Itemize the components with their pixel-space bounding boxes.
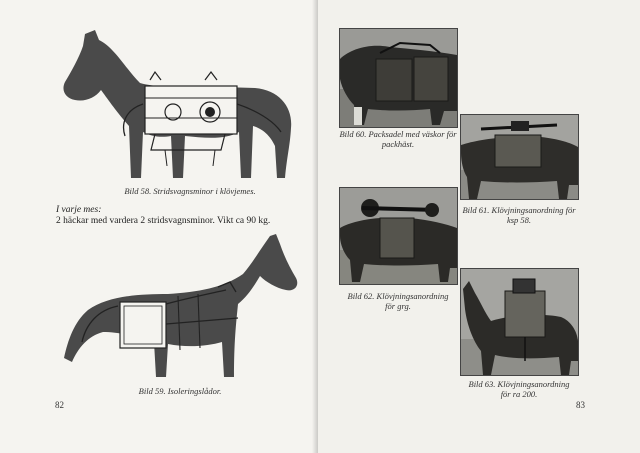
page-number-right: 83 (576, 400, 585, 410)
caption-bild-60-line1: Bild 60. Packsadel med väskor för (339, 129, 457, 139)
caption-bild-60-line2: packhäst. (381, 139, 415, 149)
caption-bild-59: Bild 59. Isoleringslådor. (138, 386, 222, 396)
right-page (318, 0, 640, 453)
photo-bild-62 (339, 187, 458, 285)
photo-bild-63 (460, 268, 579, 376)
photo-bild-61 (460, 114, 579, 200)
caption-bild-58: Bild 58. Stridsvagnsminor i klövjemes. (124, 186, 256, 196)
caption-bild-61-line2: ksp 58. (506, 215, 532, 225)
left-page (0, 0, 318, 453)
horse-illustration-59 (58, 232, 303, 382)
caption-bild-61-line1: Bild 61. Klövjningsanordning för (462, 205, 576, 215)
photo-bild-60 (339, 28, 458, 128)
body-text: 2 häckar med vardera 2 stridsvagnsminor. Vikt ca 90 kg. (56, 216, 271, 226)
caption-bild-63-line2: för ra 200. (500, 389, 538, 399)
caption-bild-62-line2: för grg. (385, 301, 411, 311)
body-text-italic: I varje mes: (56, 205, 102, 215)
horse-illustration-58 (55, 28, 300, 183)
caption-bild-63-line1: Bild 63. Klövjningsanordning (468, 379, 570, 389)
caption-bild-62-line1: Bild 62. Klövjningsanordning (347, 291, 449, 301)
page-number-left: 82 (55, 400, 64, 410)
